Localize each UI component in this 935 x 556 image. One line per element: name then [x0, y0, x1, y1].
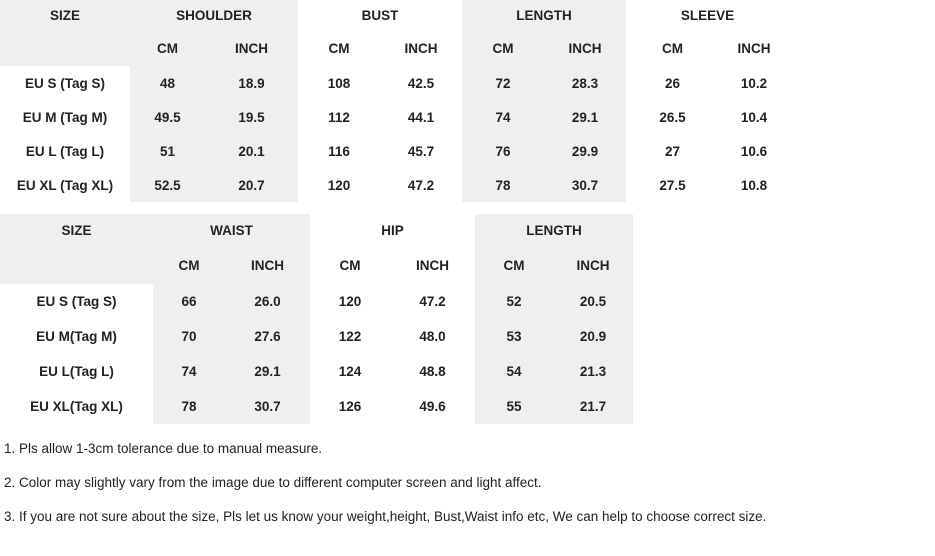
unit-spacer	[633, 247, 935, 284]
cell-shoulder-cm: 49.5	[130, 100, 205, 134]
cell-bust-inch: 45.7	[380, 134, 462, 168]
header-length: LENGTH	[475, 214, 633, 247]
unit-bust-cm: CM	[298, 30, 380, 66]
cell-length-cm: 55	[475, 389, 553, 424]
row-size-label: EU L(Tag L)	[0, 354, 153, 389]
cell-sleeve-cm: 27	[626, 134, 719, 168]
unit-shoulder-cm: CM	[130, 30, 205, 66]
unit-bust-inch: INCH	[380, 30, 462, 66]
cell-sleeve-cm: 26	[626, 66, 719, 100]
cell-length-inch: 29.1	[544, 100, 626, 134]
cell-waist-cm: 78	[153, 389, 225, 424]
cell-bust-inch: 42.5	[380, 66, 462, 100]
row-size-label: EU M (Tag M)	[0, 100, 130, 134]
row-size-label: EU M(Tag M)	[0, 319, 153, 354]
cell-shoulder-inch: 20.7	[205, 168, 298, 202]
cell-length-inch: 21.3	[553, 354, 633, 389]
cell-length-inch: 30.7	[544, 168, 626, 202]
table-row	[0, 100, 935, 134]
cell-length-cm: 54	[475, 354, 553, 389]
cell-sleeve-inch: 10.4	[719, 100, 789, 134]
header-spacer	[789, 0, 935, 30]
header-hip: HIP	[310, 214, 475, 247]
cell-length-cm: 78	[462, 168, 544, 202]
unit-length-cm: CM	[475, 247, 553, 284]
cell-spacer	[789, 134, 935, 168]
cell-hip-inch: 47.2	[390, 284, 475, 319]
cell-waist-cm: 70	[153, 319, 225, 354]
cell-spacer	[789, 100, 935, 134]
cell-hip-cm: 120	[310, 284, 390, 319]
cell-spacer	[633, 389, 935, 424]
table-row	[0, 66, 935, 100]
row-size-label: EU S (Tag S)	[0, 66, 130, 100]
cell-waist-cm: 66	[153, 284, 225, 319]
header-size: SIZE	[0, 0, 130, 30]
header-sleeve: SLEEVE	[626, 0, 789, 30]
header-waist: WAIST	[153, 214, 310, 247]
unit-size-blank	[0, 30, 130, 66]
cell-hip-cm: 124	[310, 354, 390, 389]
cell-length-inch: 29.9	[544, 134, 626, 168]
table-header-row	[0, 0, 935, 30]
header-length: LENGTH	[462, 0, 626, 30]
unit-spacer	[789, 30, 935, 66]
cell-waist-inch: 29.1	[225, 354, 310, 389]
table-header-row	[0, 214, 935, 247]
cell-sleeve-cm: 27.5	[626, 168, 719, 202]
cell-bust-inch: 44.1	[380, 100, 462, 134]
top-size-table	[0, 0, 935, 202]
cell-hip-cm: 126	[310, 389, 390, 424]
cell-waist-inch: 26.0	[225, 284, 310, 319]
cell-spacer	[633, 284, 935, 319]
cell-length-cm: 72	[462, 66, 544, 100]
cell-waist-inch: 30.7	[225, 389, 310, 424]
row-size-label: EU XL(Tag XL)	[0, 389, 153, 424]
cell-shoulder-cm: 48	[130, 66, 205, 100]
unit-waist-inch: INCH	[225, 247, 310, 284]
cell-length-cm: 76	[462, 134, 544, 168]
table-row	[0, 389, 935, 424]
unit-hip-cm: CM	[310, 247, 390, 284]
cell-spacer	[633, 354, 935, 389]
cell-length-inch: 20.5	[553, 284, 633, 319]
row-size-label: EU XL (Tag XL)	[0, 168, 130, 202]
unit-length-inch: INCH	[553, 247, 633, 284]
bottom-size-table	[0, 214, 935, 424]
table-row	[0, 168, 935, 202]
cell-shoulder-inch: 19.5	[205, 100, 298, 134]
cell-hip-cm: 122	[310, 319, 390, 354]
cell-bust-cm: 120	[298, 168, 380, 202]
cell-length-inch: 20.9	[553, 319, 633, 354]
header-spacer	[633, 214, 935, 247]
unit-waist-cm: CM	[153, 247, 225, 284]
header-size: SIZE	[0, 214, 153, 247]
unit-size-blank	[0, 247, 153, 284]
cell-hip-inch: 49.6	[390, 389, 475, 424]
unit-length-cm: CM	[462, 30, 544, 66]
cell-shoulder-inch: 20.1	[205, 134, 298, 168]
cell-sleeve-inch: 10.6	[719, 134, 789, 168]
note-color: 2. Color may slightly vary from the image due to different computer screen and light affect.	[4, 475, 542, 491]
cell-bust-inch: 47.2	[380, 168, 462, 202]
cell-shoulder-cm: 52.5	[130, 168, 205, 202]
cell-length-cm: 52	[475, 284, 553, 319]
table-unit-row	[0, 30, 935, 66]
cell-bust-cm: 116	[298, 134, 380, 168]
cell-bust-cm: 112	[298, 100, 380, 134]
cell-hip-inch: 48.8	[390, 354, 475, 389]
cell-sleeve-cm: 26.5	[626, 100, 719, 134]
note-size-help: 3. If you are not sure about the size, Pls let us know your weight,height, Bust,Waist info etc, We can help to choose correct size.	[4, 509, 767, 525]
header-bust: BUST	[298, 0, 462, 30]
cell-length-inch: 21.7	[553, 389, 633, 424]
table-row	[0, 319, 935, 354]
cell-sleeve-inch: 10.8	[719, 168, 789, 202]
cell-waist-inch: 27.6	[225, 319, 310, 354]
row-size-label: EU L (Tag L)	[0, 134, 130, 168]
table-row	[0, 134, 935, 168]
header-shoulder: SHOULDER	[130, 0, 298, 30]
cell-length-inch: 28.3	[544, 66, 626, 100]
cell-sleeve-inch: 10.2	[719, 66, 789, 100]
cell-waist-cm: 74	[153, 354, 225, 389]
table-row	[0, 284, 935, 319]
cell-shoulder-inch: 18.9	[205, 66, 298, 100]
unit-sleeve-inch: INCH	[719, 30, 789, 66]
unit-shoulder-inch: INCH	[205, 30, 298, 66]
cell-spacer	[633, 319, 935, 354]
unit-length-inch: INCH	[544, 30, 626, 66]
cell-spacer	[789, 66, 935, 100]
cell-shoulder-cm: 51	[130, 134, 205, 168]
table-unit-row	[0, 247, 935, 284]
cell-spacer	[789, 168, 935, 202]
notes-section	[0, 440, 935, 527]
row-size-label: EU S (Tag S)	[0, 284, 153, 319]
table-row	[0, 354, 935, 389]
cell-bust-cm: 108	[298, 66, 380, 100]
unit-hip-inch: INCH	[390, 247, 475, 284]
cell-length-cm: 53	[475, 319, 553, 354]
unit-sleeve-cm: CM	[626, 30, 719, 66]
cell-length-cm: 74	[462, 100, 544, 134]
note-tolerance: 1. Pls allow 1-3cm tolerance due to manual measure.	[4, 441, 323, 456]
cell-hip-inch: 48.0	[390, 319, 475, 354]
